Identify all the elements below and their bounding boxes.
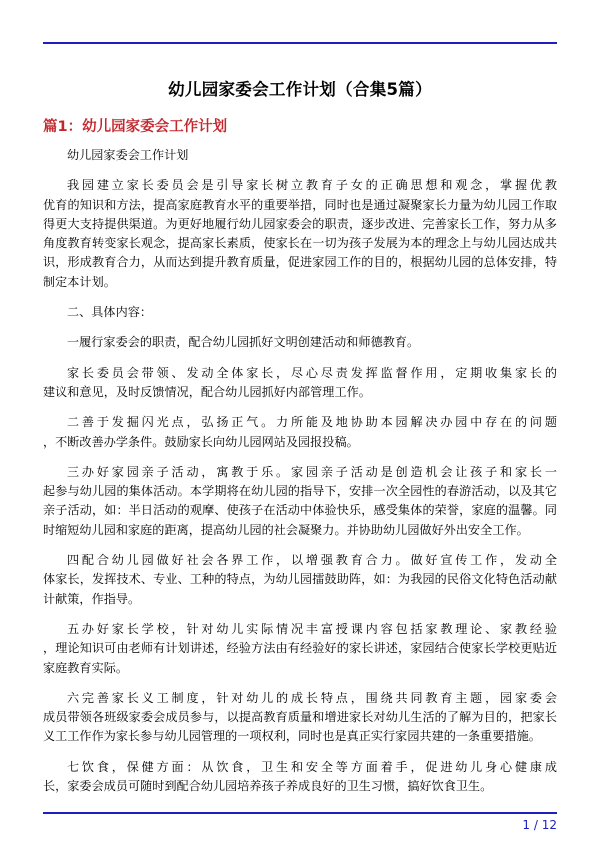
paragraph-line: 制定本计划。 xyxy=(43,274,116,289)
paragraph-line: 时缩短幼儿园和家庭的距离，提高幼儿园的社会凝聚力。并协助幼儿园做好外出安全工作。 xyxy=(43,522,529,537)
paragraph-line: 幼儿园家委会工作计划 xyxy=(67,148,189,162)
paragraph-line: ，理论知识可由老师有计划讲述，经验方法由有经验好的家长讲述，家园结合使家长学校更贴近 xyxy=(43,641,557,656)
paragraph-line: 建议和意见，及时反馈情况，配合幼儿园抓好内部管理工作。 xyxy=(43,384,371,399)
paragraph-line: 六完善家长义工制度，针对幼儿的成长特点，围绕共同教育主题，园家委会 xyxy=(67,690,557,705)
paragraph-line: 识，形成教育合力，从而达到提升教育质量，促进家园工作的目的，根据幼儿园的总体安排，特 xyxy=(43,255,557,270)
paragraph xyxy=(43,689,557,747)
paragraph-line: 长，家委会成员可随时到配合幼儿园培养孩子养成良好的卫生习惯，搞好饮食卫生。 xyxy=(43,779,493,794)
paragraph xyxy=(43,364,557,403)
paragraph-line: 三办好家园亲子活动，寓教于乐。家园亲子活动是创造机会让孩子和家长一 xyxy=(67,464,557,479)
document-body xyxy=(43,146,557,807)
header-rule xyxy=(43,42,557,44)
paragraph-line: 成员带领各班级家委会成员参与，以提高教育质量和增进家长对幼儿生活的了解为目的，把家长 xyxy=(43,710,557,725)
paragraph xyxy=(43,176,557,292)
paragraph-line: ，不断改善办学条件。鼓励家长向幼儿园网站及园报投稿。 xyxy=(43,434,359,449)
paragraph-line: 优育的知识和方法，提高家庭教育水平的重要举措，同时也是通过凝聚家长力量为幼儿园工作取 xyxy=(43,197,557,212)
paragraph xyxy=(43,333,557,352)
paragraph-line: 得更大支持提供渠道。为更好地履行幼儿园家委会的职责，逐步改进、完善家长工作，努力从多 xyxy=(43,216,557,231)
paragraph-line: 家庭教育实际。 xyxy=(43,660,129,675)
paragraph-line: 亲子活动，如：半日活动的观摩、使孩子在活动中体验快乐，感受集体的荣誉，家庭的温馨。同 xyxy=(43,503,557,518)
paragraph-line: 家长委员会带领、发动全体家长，尽心尽责发挥监督作用，定期收集家长的 xyxy=(67,365,557,380)
paragraph-line: 计献策，作指导。 xyxy=(43,591,141,606)
paragraph-line: 二、具体内容： xyxy=(67,305,153,320)
paragraph-line: 义工工作作为家长参与幼儿园管理的一项权利，同时也是真正实行家园共建的一条重要措施。 xyxy=(43,729,541,744)
paragraph-line: 七饮食，保健方面：从饮食，卫生和安全等方面着手，促进幼儿身心健康成 xyxy=(67,759,557,774)
paragraph xyxy=(43,620,557,678)
paragraph-line: 一履行家委会的职责，配合幼儿园抓好文明创建活动和师德教育。 xyxy=(67,335,420,350)
paragraph-line: 四配合幼儿园做好社会各界工作，以增强教育合力。做好宣传工作，发动全 xyxy=(67,553,557,568)
paragraph-line: 五办好家长学校，针对幼儿实际情况丰富授课内容包括家教理论、家教经验 xyxy=(67,621,557,636)
paragraph-line: 起参与幼儿园的集体活动。本学期将在幼儿园的指导下，安排一次全园性的春游活动，以及其它 xyxy=(43,484,557,499)
paragraph xyxy=(43,758,557,797)
paragraph xyxy=(43,146,557,165)
paragraph-line: 我园建立家长委员会是引导家长树立教育子女的正确思想和观念，掌握优教 xyxy=(67,178,557,193)
paragraph-line: 角度教育转变家长观念，提高家长素质，使家长在一切为孩子发展为本的理念上与幼儿园达成共 xyxy=(43,236,557,251)
paragraph-line: 体家长，发挥技术、专业、工种的特点，为幼儿园擂鼓助阵，如：为我园的民俗文化特色活动献 xyxy=(43,572,557,587)
section-heading: 篇1：幼儿园家委会工作计划 xyxy=(43,119,228,135)
paragraph xyxy=(43,463,557,540)
footer-rule xyxy=(43,812,557,814)
paragraph xyxy=(43,413,557,452)
document-title: 幼儿园家委会工作计划（合集5篇） xyxy=(168,80,432,99)
page-number: 1 / 12 xyxy=(522,818,557,832)
paragraph-line: 二善于发掘闪光点，弘扬正气。力所能及地协助本园解决办园中存在的问题 xyxy=(67,415,557,430)
paragraph xyxy=(43,303,557,322)
paragraph xyxy=(43,551,557,609)
